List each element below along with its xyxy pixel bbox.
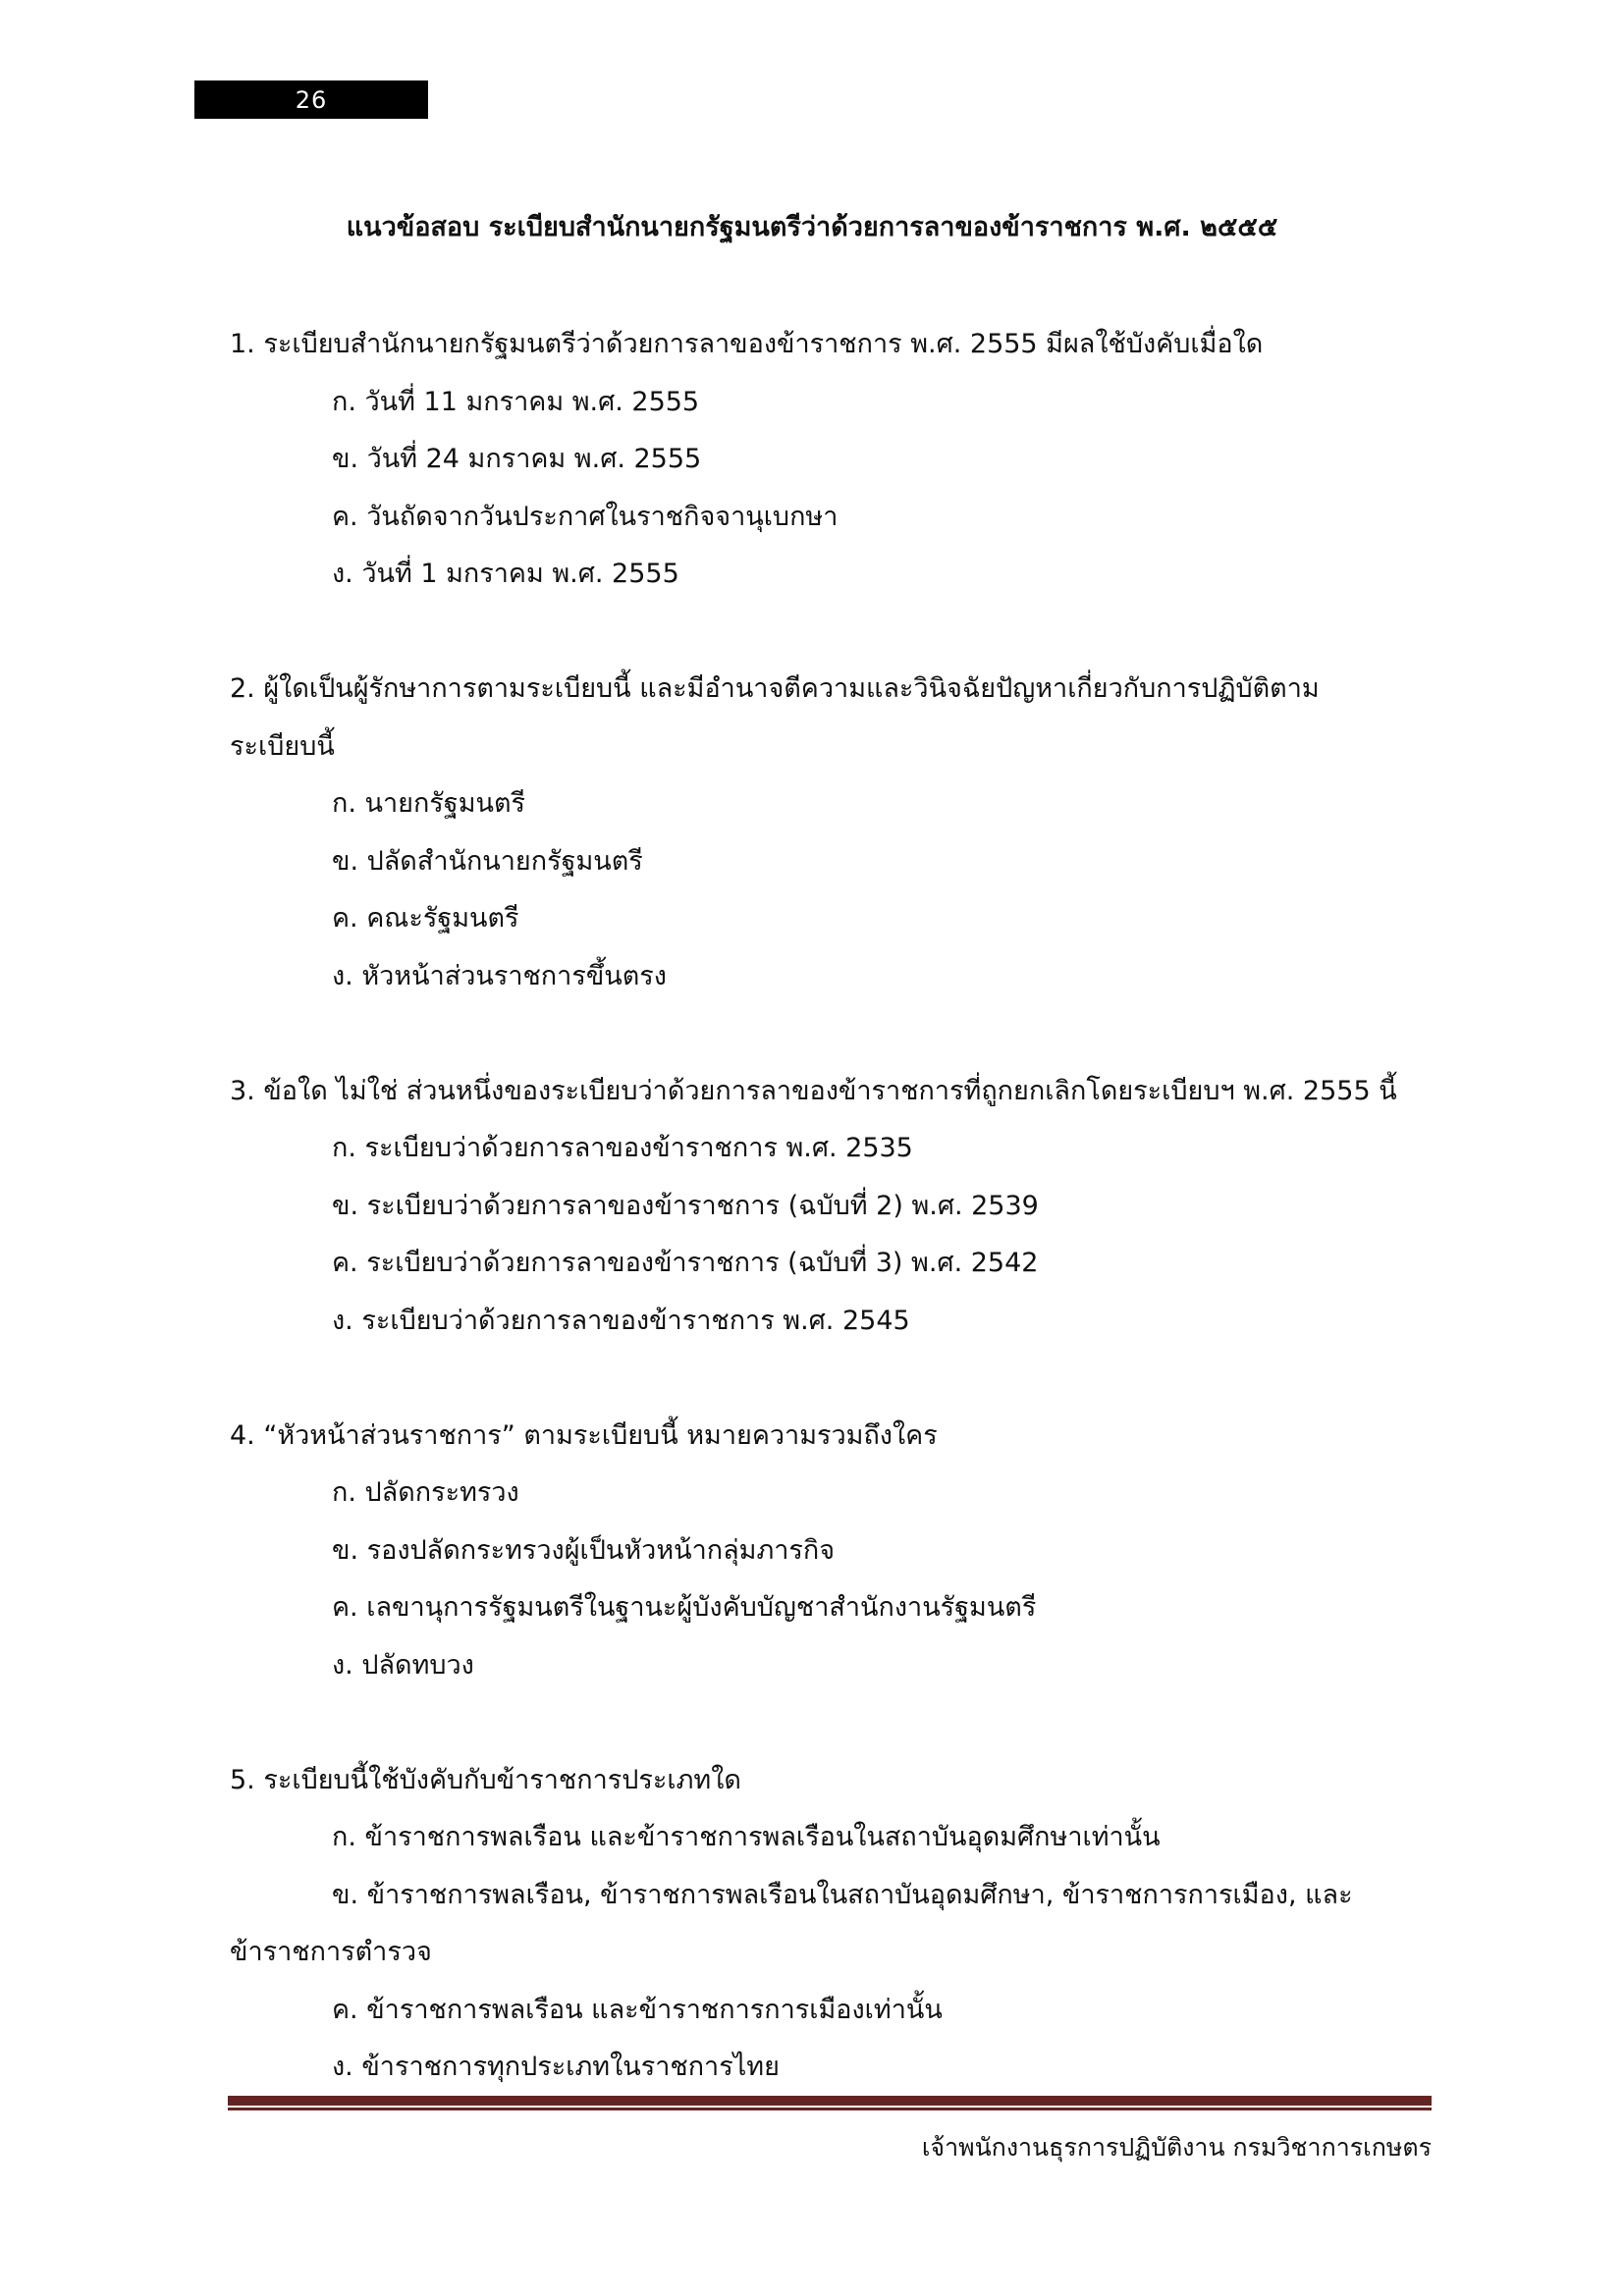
option-ko: ก. ปลัดกระทรวง bbox=[332, 1477, 519, 1508]
question-4 bbox=[230, 1408, 1437, 1695]
option-ko: ก. ระเบียบว่าด้วยการลาของข้าราชการ พ.ศ. 2535 bbox=[332, 1133, 913, 1163]
option-ngo: ง. ข้าราชการทุกประเภทในราชการไทย bbox=[332, 2052, 780, 2082]
question-text: 5. ระเบียบนี้ใช้บังคับกับข้าราชการประเภทใด bbox=[230, 1764, 741, 1795]
option-kho-khwai: ค. คณะรัฐมนตรี bbox=[332, 903, 519, 934]
document-title: แนวข้อสอบ ระเบียบสำนักนายกรัฐมนตรีว่าด้วยการลาของข้าราชการ พ.ศ. ๒๕๕๕ bbox=[346, 212, 1278, 242]
option-ko: ก. ข้าราชการพลเรือน และข้าราชการพลเรือนในสถาบันอุดมศึกษาเท่านั้น bbox=[332, 1822, 1161, 1852]
option-kho: ข. ระเบียบว่าด้วยการลาของข้าราชการ (ฉบับที่ 2) พ.ศ. 2539 bbox=[332, 1190, 1039, 1221]
option-kho: ข. ข้าราชการพลเรือน, ข้าราชการพลเรือนในสถาบันอุดมศึกษา, ข้าราชการการเมือง, และ bbox=[332, 1879, 1353, 1910]
option-kho-khwai: ค. ข้าราชการพลเรือน และข้าราชการการเมืองเท่านั้น bbox=[332, 1994, 943, 2025]
option-kho: ข. รองปลัดกระทรวงผู้เป็นหัวหน้ากลุ่มภารกิจ bbox=[332, 1534, 836, 1566]
option-kho: ข. ปลัดสำนักนายกรัฐมนตรี bbox=[332, 845, 643, 877]
option-kho-khwai: ค. วันถัดจากวันประกาศในราชกิจจานุเบกษา bbox=[332, 501, 839, 532]
question-text-continued: ระเบียบนี้ bbox=[230, 730, 335, 762]
option-ko: ก. วันที่ 11 มกราคม พ.ศ. 2555 bbox=[332, 386, 700, 417]
option-kho-khwai: ค. เลขานุการรัฐมนตรีในฐานะผู้บังคับบัญชาสำนักงานรัฐมนตรี bbox=[332, 1592, 1037, 1623]
spacer bbox=[230, 604, 1437, 662]
footer-divider-thick bbox=[228, 2096, 1432, 2106]
spacer bbox=[230, 1350, 1437, 1408]
footer-divider-thin bbox=[228, 2108, 1432, 2110]
footer-organization: เจ้าพนักงานธุรการปฏิบัติงาน กรมวิชาการเกษตร bbox=[921, 2133, 1432, 2162]
question-text: 1. ระเบียบสำนักนายกรัฐมนตรีว่าด้วยการลาของข้าราชการ พ.ศ. 2555 มีผลใช้บังคับเมื่อใด bbox=[230, 329, 1264, 359]
option-ngo: ง. ปลัดทบวง bbox=[332, 1649, 474, 1681]
question-text: 2. ผู้ใดเป็นผู้รักษาการตามระเบียบนี้ และมีอำนาจตีความและวินิจฉัยปัญหาเกี่ยวกับการปฏิบัติตาม bbox=[230, 673, 1320, 704]
question-text: 4. “หัวหน้าส่วนราชการ” ตามระเบียบนี้ หมายความรวมถึงใคร bbox=[230, 1419, 938, 1451]
question-5 bbox=[230, 1752, 1437, 2097]
spacer bbox=[230, 1005, 1437, 1063]
option-kho: ข. วันที่ 24 มกราคม พ.ศ. 2555 bbox=[332, 444, 702, 474]
page-number-badge bbox=[194, 80, 428, 119]
option-ngo: ง. ระเบียบว่าด้วยการลาของข้าราชการ พ.ศ. 2545 bbox=[332, 1305, 910, 1336]
option-ngo: ง. วันที่ 1 มกราคม พ.ศ. 2555 bbox=[332, 559, 679, 589]
question-list bbox=[230, 316, 1437, 2097]
question-text: 3. ข้อใด ไม่ใช่ ส่วนหนึ่งของระเบียบว่าด้วยการลาของข้าราชการที่ถูกยกเลิกโดยระเบียบฯ พ.ศ. 2555 นี้ bbox=[230, 1075, 1397, 1106]
option-kho-khwai: ค. ระเบียบว่าด้วยการลาของข้าราชการ (ฉบับที่ 3) พ.ศ. 2542 bbox=[332, 1248, 1039, 1278]
question-3 bbox=[230, 1063, 1437, 1351]
page-number: 26 bbox=[295, 85, 328, 114]
option-ko: ก. นายกรัฐมนตรี bbox=[332, 788, 525, 819]
question-2 bbox=[230, 661, 1437, 1005]
spacer bbox=[230, 1694, 1437, 1752]
option-kho-continued: ข้าราชการตำรวจ bbox=[230, 1937, 432, 1967]
option-ngo: ง. หัวหน้าส่วนราชการขึ้นตรง bbox=[332, 960, 667, 991]
question-1 bbox=[230, 316, 1437, 604]
